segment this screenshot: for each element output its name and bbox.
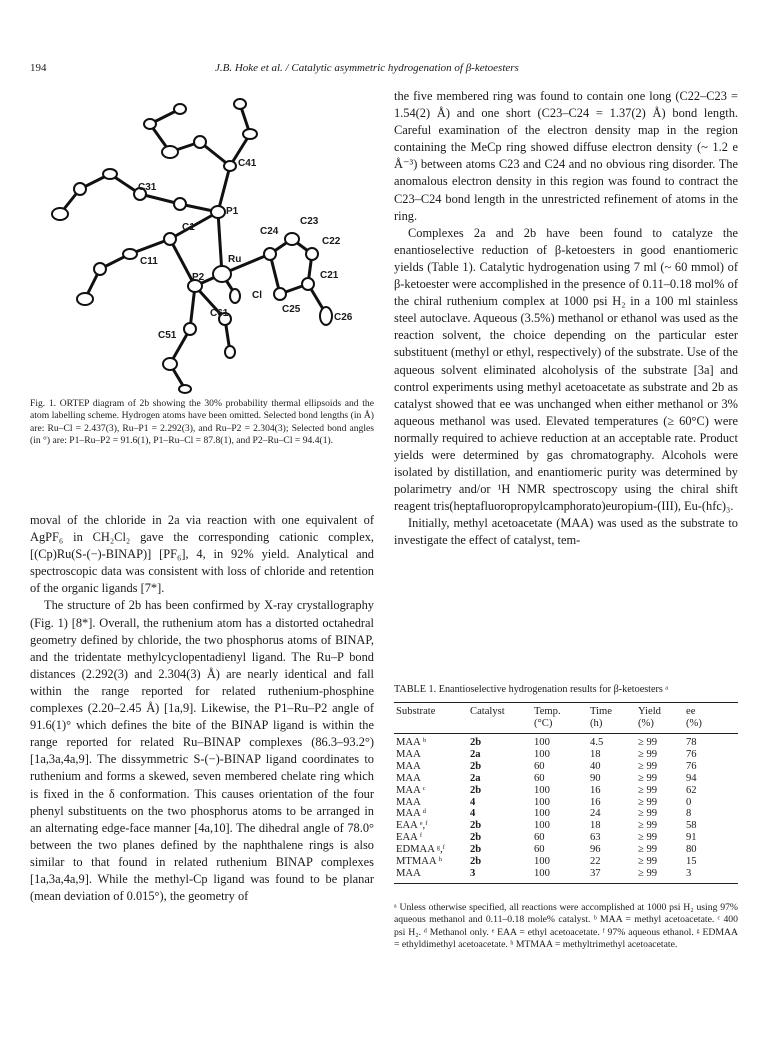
running-header bbox=[30, 62, 730, 78]
atom-label: C21 bbox=[320, 270, 339, 281]
table-row bbox=[394, 808, 738, 820]
table-cell: MAA ᵈ bbox=[396, 808, 427, 820]
ortep-figure bbox=[30, 94, 374, 394]
table-cell: 60 bbox=[534, 772, 545, 784]
col-header: Temp. (°C) bbox=[534, 706, 561, 729]
table-row bbox=[394, 832, 738, 844]
col-header: Yield (%) bbox=[638, 706, 661, 729]
table-row bbox=[394, 749, 738, 761]
table-header-row bbox=[394, 703, 738, 734]
table-cell: ≥ 99 bbox=[638, 867, 658, 879]
table-cell: 3 bbox=[686, 867, 692, 879]
table-cell: 100 bbox=[534, 820, 550, 832]
table-row bbox=[394, 797, 738, 809]
table-cell: 63 bbox=[590, 832, 601, 844]
atom-label: C22 bbox=[322, 236, 341, 247]
table-cell: 37 bbox=[590, 867, 601, 879]
atom-label: C51 bbox=[158, 330, 177, 341]
table-row bbox=[394, 868, 738, 883]
table-cell: 76 bbox=[686, 760, 697, 772]
table-cell: ≥ 99 bbox=[638, 856, 658, 868]
table-cell: 62 bbox=[686, 784, 697, 796]
table-cell: 100 bbox=[534, 856, 550, 868]
table-cell: 15 bbox=[686, 856, 697, 868]
table-row bbox=[394, 856, 738, 868]
page-number: 194 bbox=[30, 62, 47, 74]
table-cell: 58 bbox=[686, 820, 697, 832]
table-cell: 40 bbox=[590, 760, 601, 772]
table-cell: MAA bbox=[396, 796, 421, 808]
table-row bbox=[394, 734, 738, 749]
table-cell: 2b bbox=[470, 820, 482, 832]
table-cell: ≥ 99 bbox=[638, 772, 658, 784]
table-row bbox=[394, 844, 738, 856]
table-cell: 24 bbox=[590, 808, 601, 820]
table-row bbox=[394, 773, 738, 785]
right-column bbox=[394, 88, 738, 550]
atom-label: Cl bbox=[252, 290, 262, 301]
table-cell: 100 bbox=[534, 808, 550, 820]
table-cell: 8 bbox=[686, 808, 692, 820]
paragraph: Initially, methyl acetoacetate (MAA) was used as the substrate to investigate the effect of catalyst, tem- bbox=[394, 516, 738, 548]
results-table bbox=[394, 702, 738, 884]
table-cell: EDMAA ᵍ,ᶠ bbox=[396, 844, 445, 856]
table-row bbox=[394, 820, 738, 832]
atom-label: C24 bbox=[260, 226, 279, 237]
table-cell: 2b bbox=[470, 856, 482, 868]
table-cell: ≥ 99 bbox=[638, 844, 658, 856]
table-cell: 2a bbox=[470, 748, 481, 760]
figure-caption: Fig. 1. ORTEP diagram of 2b showing the 30% probability thermal ellipsoids and the atom labelling scheme. Hydrogen atoms have been omitted. Selected bond lengths (in Å) are: Ru–Cl = 2.437(3), Ru–P1 = 2.292(3), and Ru–P2 = 2.304(3); Selected bond angles (in °) are: P1–Ru–P2 = 91.6(1), P1–Ru–Cl = 87.8(1), and P2–Ru–Cl = 94.4(1). bbox=[30, 398, 374, 447]
table-cell: 90 bbox=[590, 772, 601, 784]
table-cell: ≥ 99 bbox=[638, 832, 658, 844]
table-cell: 18 bbox=[590, 820, 601, 832]
atom-label: C31 bbox=[138, 182, 157, 193]
table-cell: MTMAA ʰ bbox=[396, 856, 443, 868]
table-cell: 76 bbox=[686, 748, 697, 760]
table-row bbox=[394, 761, 738, 773]
table-cell: 0 bbox=[686, 796, 692, 808]
atom-label: Ru bbox=[228, 254, 242, 265]
atom-label: C26 bbox=[334, 312, 353, 323]
atom-label: C1 bbox=[182, 222, 195, 233]
atom-label: P2 bbox=[192, 272, 205, 283]
table-cell: 18 bbox=[590, 748, 601, 760]
table-cell: 60 bbox=[534, 832, 545, 844]
table-cell: ≥ 99 bbox=[638, 784, 658, 796]
table-cell: 2b bbox=[470, 844, 482, 856]
table-cell: MAA ᵇ bbox=[396, 737, 427, 748]
table-cell: 91 bbox=[686, 832, 697, 844]
table-footnotes: ᵃ Unless otherwise specified, all reactions were accomplished at 1000 psi H₂ using 97% aqueous methanol and 0.11–0.18 mole% catalyst. ᵇ MAA = methyl acetoacetate. ᶜ 400 psi H₂. ᵈ Methanol only. ᵉ EAA = ethyl acetoacetate. ᶠ 97% aqueous ethanol. ᵍ EDMAA = ethyldimethyl acetoacetate. ʰ MTMAA = methyltrimethyl acetoacetate. bbox=[394, 902, 738, 951]
col-header: Catalyst bbox=[470, 706, 505, 717]
table-cell: 94 bbox=[686, 772, 697, 784]
table-cell: 100 bbox=[534, 867, 550, 879]
table-cell: 80 bbox=[686, 844, 697, 856]
table-cell: 100 bbox=[534, 796, 550, 808]
table-cell: ≥ 99 bbox=[638, 760, 658, 772]
col-header: ee (%) bbox=[686, 706, 702, 729]
table-cell: 4 bbox=[470, 808, 476, 820]
table-cell: ≥ 99 bbox=[638, 748, 658, 760]
table-cell: 78 bbox=[686, 737, 697, 748]
table-cell: 3 bbox=[470, 867, 476, 879]
atom-label: C23 bbox=[300, 216, 319, 227]
table-cell: 60 bbox=[534, 844, 545, 856]
atom-label: P1 bbox=[226, 206, 239, 217]
running-title: J.B. Hoke et al. / Catalytic asymmetric hydrogenation of β-ketoesters bbox=[215, 62, 519, 74]
table-cell: MAA ᶜ bbox=[396, 784, 426, 796]
table-cell: 4 bbox=[470, 796, 476, 808]
table-cell: 2b bbox=[470, 760, 482, 772]
atom-label: C61 bbox=[210, 308, 229, 319]
table-cell: 2b bbox=[470, 737, 482, 748]
table-cell: 22 bbox=[590, 856, 601, 868]
table-cell: ≥ 99 bbox=[638, 737, 658, 748]
table-cell: ≥ 99 bbox=[638, 808, 658, 820]
col-header: Substrate bbox=[396, 706, 436, 717]
table-cell: 60 bbox=[534, 760, 545, 772]
table-cell: EAA ᵉ,ᶠ bbox=[396, 820, 428, 832]
table-cell: MAA bbox=[396, 748, 421, 760]
table-cell: 2a bbox=[470, 772, 481, 784]
table-cell: 4.5 bbox=[590, 737, 604, 748]
paragraph: moval of the chloride in 2a via reaction with one equivalent of AgPF₆ in CH₂Cl₂ gave the corresponding cationic complex, [(Cp)Ru(S-(−)-BINAP)] [PF₆], 4, in 92% yield. Analytical and spectroscopic data was consistent with loss of chloride and retention of the organic ligands [7*]. bbox=[30, 513, 374, 596]
table-cell: 100 bbox=[534, 784, 550, 796]
table-cell: MAA bbox=[396, 760, 421, 772]
col-header: Time (h) bbox=[590, 706, 612, 729]
table-row bbox=[394, 785, 738, 797]
table-cell: 96 bbox=[590, 844, 601, 856]
paragraph: Complexes 2a and 2b have been found to catalyze the enantioselective reduction of β-ketoesters in good enantiomeric yields (Table 1). Catalytic hydrogenation using 7 ml (~ 60 mmol) of β-ketoester were accomplished in the presence of 0.11–0.18 mol% of the chiral ruthenium complex at 1000 psi H₂ in a 100 ml stainless steel autoclave. Aqueous (3.5%) methanol or ethanol was used as the reaction solvent, the choice depending on the particular ester substituent (methyl or ethyl, respectively) of the substrate. Use of the aqueous solvent eliminated alcoholysis of the substrate [3a] and control experiments using methyl acetoacetate as substrate and 2b as catalyst showed that ee was unchanged when either methanol or 3% aqueous methanol was used. Elevated temperatures (≥ 60°C) were normally required to achieve reduction at an acceptable rate. Product yields were determined by gas chromatography. Alcohols were isolated by distillation, and enantiomeric purity was determined by polarimetry and/or ¹H NMR spectroscopy using the chiral shift reagent tris(heptafluoropropylcamphorato)europium-(III), Eu-(hfc)₃. bbox=[394, 225, 738, 514]
table-cell: 16 bbox=[590, 784, 601, 796]
atom-label: C11 bbox=[140, 256, 158, 267]
table-cell: MAA bbox=[396, 772, 421, 784]
table-cell: MAA bbox=[396, 867, 421, 879]
atom-label: C41 bbox=[238, 158, 257, 169]
table-title: TABLE 1. Enantioselective hydrogenation results for β-ketoesters ᵃ bbox=[394, 684, 669, 695]
table-cell: ≥ 99 bbox=[638, 820, 658, 832]
paragraph: The structure of 2b has been confirmed by X-ray crystallography (Fig. 1) [8*]. Overall, the ruthenium atom has a distorted octahedral geometry defined by chloride, the two phosphorus atoms of BINAP, and the tridentate methylcyclopentadienyl ligand. The Ru–P bond distances (2.292(3) and 2.304(3) Å) are nearly identical and fall within the range reported for related ruthenium-phosphine complexes (2.20–2.45 Å) [1a,9]. Likewise, the P1–Ru–P2 angle of 91.6(1)° which defines the bite of the BINAP ligand is within the range reported for related Ru–BINAP complexes (86.3–93.2°) [1a,3a,4a,9]. The dissymmetric S-(−)-BINAP ligand coordinates to ruthenium and forms a skewed, seven membered chelate ring which is fixed in the δ conformation. This causes orientation of the four phenyl substituents on the two phosphorus atoms to be arranged in an alternating edge-face manner [4a,10]. The dihedral angle of 78.0° between the two planes defined by the naphthalene rings is also similar to that found in related ruthenium BINAP complexes [1a,3a,4a,9]. While the methyl-Cp ligand was found to be planar (mean deviation of 0.015°), the geometry of bbox=[30, 598, 374, 904]
table-cell: ≥ 99 bbox=[638, 796, 658, 808]
table-cell: 2b bbox=[470, 784, 482, 796]
paragraph: the five membered ring was found to contain one long (C22–C23 = 1.54(2) Å) and one short (C23–C24 = 1.37(2) Å) bond length. Careful examination of the electron density map in the region containing the MeCp ring showed diffuse electron density (~ 1.2 e Å⁻³) between atoms C23 and C24 and no obvious ring disorder. The anomalous electron density in this region was found to contract the C23–C24 bond length in the unrestricted refinement of atoms in the ring. bbox=[394, 89, 738, 223]
table-cell: 100 bbox=[534, 737, 550, 748]
atom-label: C25 bbox=[282, 304, 301, 315]
table-cell: 16 bbox=[590, 796, 601, 808]
table-cell: EAA ᶠ bbox=[396, 832, 423, 844]
table-cell: 2b bbox=[470, 832, 482, 844]
table-cell: 100 bbox=[534, 748, 550, 760]
left-column bbox=[30, 512, 374, 905]
